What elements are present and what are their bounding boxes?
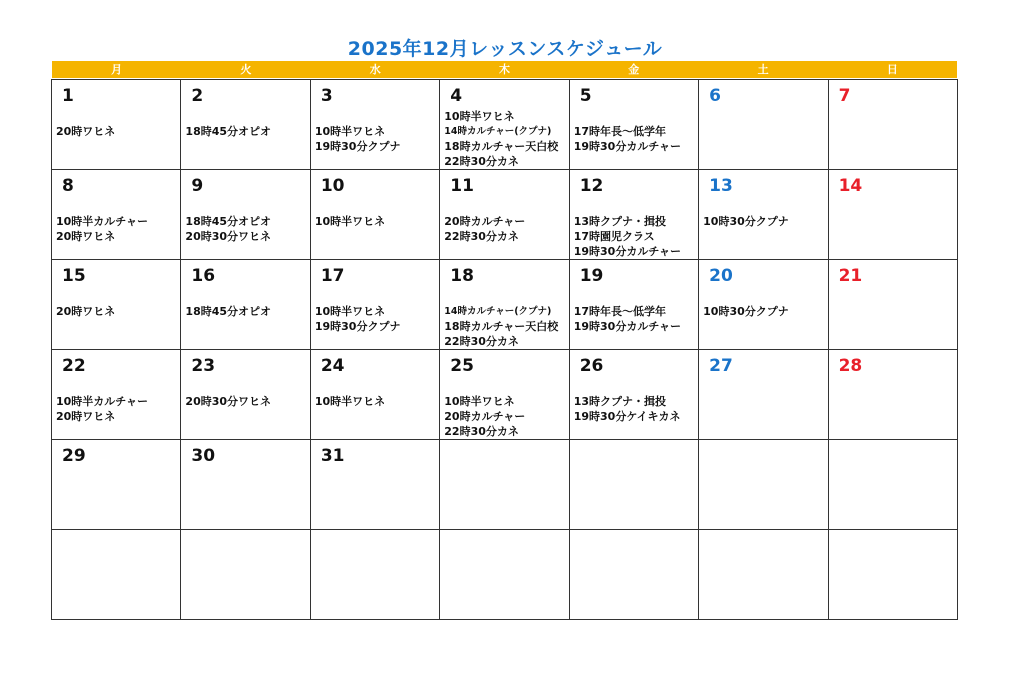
- day-number: 16: [191, 266, 216, 286]
- calendar-cell: [829, 170, 958, 260]
- event-item: 18時45分オピオ: [185, 305, 272, 318]
- calendar-cell: [829, 260, 958, 350]
- weekday-header: [52, 61, 957, 78]
- event-item: 19時30分カルチャー: [573, 320, 681, 333]
- event-item: 10時半ワヒネ: [444, 110, 515, 123]
- event-list: [444, 304, 566, 349]
- event-item: 17時園児クラス: [573, 230, 655, 243]
- calendar-cell: [311, 530, 440, 620]
- event-item: 22時30分カネ: [444, 425, 519, 438]
- day-number: 25: [450, 356, 474, 376]
- event-item: 19時30分ケイキカネ: [573, 410, 681, 423]
- event-list: [703, 214, 825, 229]
- calendar-cell: [829, 350, 958, 440]
- day-number: 14: [838, 176, 863, 196]
- day-number: 24: [320, 356, 345, 376]
- event-list: [185, 394, 307, 409]
- event-item: 20時ワヒネ: [56, 230, 116, 243]
- calendar-cell: [311, 80, 440, 170]
- calendar-title: 2025年12月レッスンスケジュール: [347, 38, 663, 60]
- event-list: [185, 124, 307, 139]
- event-item: 10時半ワヒネ: [314, 215, 386, 228]
- calendar-cell: [181, 350, 310, 440]
- event-item: 10時半ワヒネ: [314, 125, 386, 138]
- day-number: 28: [838, 356, 863, 376]
- weekday-wed: 水: [369, 63, 381, 76]
- event-list: [315, 214, 437, 229]
- calendar-cell: [570, 530, 699, 620]
- event-item: 19時30分クプナ: [314, 140, 401, 153]
- event-list: [444, 394, 566, 439]
- day-number: 6: [709, 86, 721, 106]
- event-item: 20時ワヒネ: [56, 410, 116, 423]
- event-list: [56, 124, 178, 139]
- event-item: 19時30分カルチャー: [573, 245, 681, 258]
- calendar-cell: [181, 530, 310, 620]
- calendar-cell: [52, 80, 181, 170]
- day-number: 30: [191, 446, 216, 466]
- event-item: 13時クプナ・揖投: [573, 395, 667, 408]
- event-item: 20時30分ワヒネ: [185, 230, 272, 243]
- calendar-cell: [181, 440, 310, 530]
- event-list: [444, 109, 566, 169]
- weekday-sat: 土: [757, 63, 769, 76]
- calendar-cell: [699, 260, 828, 350]
- day-number: 29: [62, 446, 86, 466]
- event-item: 20時ワヒネ: [56, 305, 116, 318]
- event-item: 22時30分カネ: [444, 230, 519, 243]
- calendar-cell: [570, 80, 699, 170]
- event-item: 20時ワヒネ: [56, 125, 116, 138]
- day-number: 10: [320, 176, 345, 196]
- day-number: 26: [579, 356, 604, 376]
- event-item: 17時年長～低学年: [573, 125, 667, 138]
- calendar-cell: [699, 80, 828, 170]
- day-number: 12: [579, 176, 604, 196]
- event-list: [574, 214, 696, 259]
- calendar-cell: [699, 170, 828, 260]
- calendar-cell: [440, 80, 569, 170]
- day-number: 9: [191, 176, 204, 196]
- day-number: 13: [709, 176, 733, 196]
- day-number: 7: [838, 86, 851, 106]
- day-number: 31: [320, 446, 345, 466]
- calendar-cell: [699, 440, 828, 530]
- event-item: 10時30分クプナ: [703, 305, 789, 318]
- event-item: 14時カルチャー(クプナ): [444, 126, 552, 137]
- event-item: 20時カルチャー: [444, 410, 526, 423]
- event-item: 19時30分カルチャー: [573, 140, 681, 153]
- event-list: [185, 304, 307, 319]
- event-list: [574, 124, 696, 154]
- event-item: 18時カルチャー天白校: [444, 320, 559, 333]
- day-number: 21: [838, 266, 863, 286]
- event-item: 22時30分カネ: [444, 155, 519, 168]
- event-item: 10時半カルチャー: [56, 215, 148, 228]
- calendar-cell: [181, 80, 310, 170]
- calendar-cell: [440, 260, 569, 350]
- event-item: 17時年長～低学年: [573, 305, 667, 318]
- calendar-cell: [829, 80, 958, 170]
- day-number: 4: [450, 86, 463, 106]
- weekday-sun: 日: [886, 63, 898, 76]
- day-number: 17: [320, 266, 345, 286]
- event-list: [315, 304, 437, 334]
- event-item: 14時カルチャー(クプナ): [444, 306, 552, 317]
- calendar-cell: [311, 260, 440, 350]
- event-item: 19時30分クプナ: [314, 320, 401, 333]
- event-list: [56, 304, 178, 319]
- event-list: [56, 214, 178, 244]
- calendar-cell: [570, 440, 699, 530]
- event-item: 10時半カルチャー: [56, 395, 148, 408]
- day-number: 20: [709, 266, 733, 286]
- event-list: [444, 214, 566, 244]
- calendar-cell: [181, 260, 310, 350]
- event-item: 20時30分ワヒネ: [185, 395, 272, 408]
- event-list: [574, 304, 696, 334]
- calendar-cell: [570, 170, 699, 260]
- calendar-cell: [181, 170, 310, 260]
- event-item: 13時クプナ・揖投: [573, 215, 667, 228]
- calendar-cell: [440, 350, 569, 440]
- event-item: 18時45分オピオ: [185, 215, 272, 228]
- calendar-cell: [570, 260, 699, 350]
- calendar-cell: [52, 440, 181, 530]
- event-item: 18時45分オピオ: [185, 125, 272, 138]
- day-number: 23: [191, 356, 216, 376]
- weekday-fri: 金: [628, 63, 640, 76]
- day-number: 22: [62, 356, 86, 376]
- day-number: 27: [709, 356, 733, 376]
- calendar-grid: [51, 79, 958, 620]
- day-number: 2: [191, 86, 204, 106]
- day-number: 18: [450, 266, 474, 286]
- calendar-cell: [829, 530, 958, 620]
- calendar-cell: [440, 170, 569, 260]
- weekday-tue: 火: [240, 63, 252, 76]
- calendar-cell: [52, 350, 181, 440]
- calendar-cell: [52, 170, 181, 260]
- event-item: 10時半ワヒネ: [444, 395, 515, 408]
- event-item: 22時30分カネ: [444, 335, 519, 348]
- day-number: 19: [579, 266, 604, 286]
- calendar-cell: [829, 440, 958, 530]
- event-list: [574, 394, 696, 424]
- calendar-cell: [311, 350, 440, 440]
- event-item: 10時半ワヒネ: [314, 305, 386, 318]
- event-item: 18時カルチャー天白校: [444, 140, 559, 153]
- day-number: 3: [320, 86, 333, 106]
- calendar-cell: [440, 440, 569, 530]
- event-list: [56, 394, 178, 424]
- day-number: 8: [62, 176, 74, 196]
- day-number: 5: [579, 86, 592, 106]
- calendar-cell: [699, 530, 828, 620]
- event-item: 20時カルチャー: [444, 215, 526, 228]
- event-list: [315, 124, 437, 154]
- day-number: 15: [62, 266, 86, 286]
- calendar-cell: [699, 350, 828, 440]
- calendar-cell: [570, 350, 699, 440]
- weekday-thu: 木: [498, 63, 510, 76]
- day-number: 11: [450, 176, 474, 196]
- calendar-cell: [440, 530, 569, 620]
- event-list: [315, 394, 437, 409]
- event-list: [703, 304, 825, 319]
- weekday-mon: 月: [111, 63, 123, 76]
- event-item: 10時30分クプナ: [703, 215, 789, 228]
- event-list: [185, 214, 307, 244]
- calendar-cell: [52, 530, 181, 620]
- calendar-cell: [311, 170, 440, 260]
- calendar-cell: [311, 440, 440, 530]
- calendar-cell: [52, 260, 181, 350]
- event-item: 10時半ワヒネ: [314, 395, 386, 408]
- day-number: 1: [62, 86, 74, 106]
